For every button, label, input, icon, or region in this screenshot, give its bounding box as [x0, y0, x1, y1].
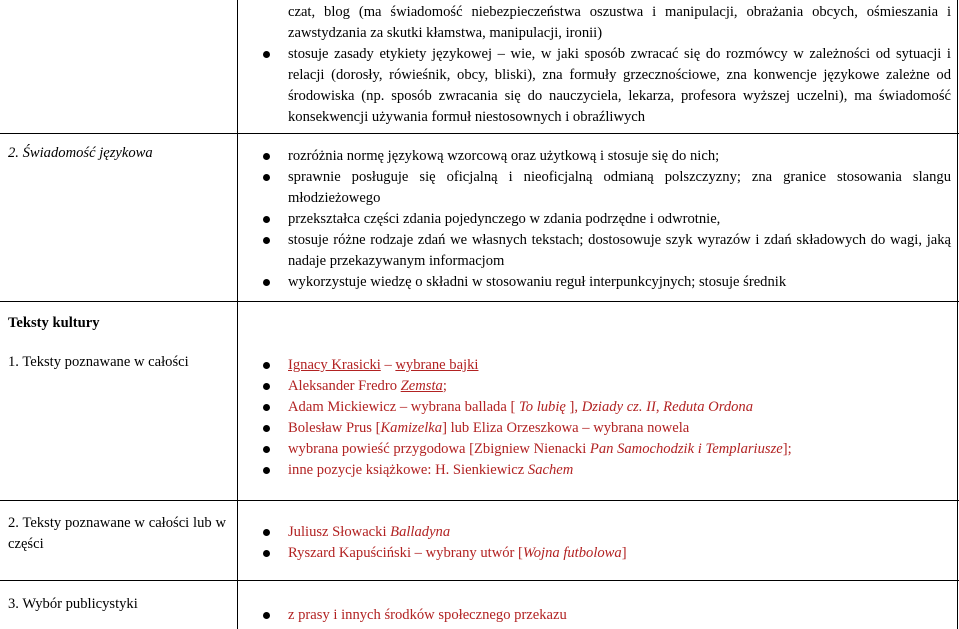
- etiquette-list: [263, 2, 951, 128]
- bullet-icon: [263, 153, 270, 160]
- bullet-icon: [263, 237, 270, 244]
- bullet-icon: [263, 279, 270, 286]
- bullet-icon: [263, 550, 270, 557]
- bullet-icon: [263, 425, 270, 432]
- bullet-icon: [263, 216, 270, 223]
- bullet-icon: [263, 51, 270, 58]
- row-divider: [0, 580, 959, 581]
- list-item: stosuje różne rodzaje zdań we własnych tekstach; dostosowuje szyk wyrazów i zdań składowych do wagi, jaką nadaje przekazywanym informacjom: [263, 230, 951, 272]
- teksty-calosc-list: [263, 355, 951, 481]
- table-border-right: [957, 0, 958, 629]
- list-item: stosuje zasady etykiety językowej – wie, w jaki sposób zwracać się do rozmówcy w zależności od sytuacji i relacji (dorosły, rówieśnik, obcy, bliski), zna formuły grzecznościowe, zna konwencje językowe zależne od środowiska (np. sposób zwracania się do nauczyciela, lekarza, profesora wyższej uczelni), ma świadomość konsekwencji używania formuł niestosownych i obraźliwych: [263, 44, 951, 128]
- row-divider: [0, 500, 959, 501]
- list-item: z prasy i innych środków społecznego przekazu: [263, 605, 951, 626]
- subsection-label-publicystyka: 3. Wybór publicystyki: [8, 596, 138, 612]
- list-item: przekształca części zdania pojedynczego w zdania podrzędne i odwrotnie,: [263, 209, 951, 230]
- section-heading-teksty-kultury: Teksty kultury: [8, 315, 100, 331]
- list-item: sprawnie posługuje się oficjalną i nieoficjalną odmianą polszczyzny; zna granice stosowania slangu młodzieżowego: [263, 167, 951, 209]
- bullet-icon: [263, 529, 270, 536]
- table-divider-left: [237, 0, 238, 500]
- list-item: rozróżnia normę językową wzorcową oraz użytkową i stosuje się do nich;: [263, 146, 951, 167]
- list-item: wykorzystuje wiedzę o składni w stosowaniu reguł interpunkcyjnych; stosuje średnik: [263, 272, 951, 293]
- list-item: Ryszard Kapuściński – wybrany utwór [Wojna futbolowa]: [263, 543, 951, 564]
- bullet-icon: [263, 612, 270, 619]
- bullet-icon: [263, 362, 270, 369]
- row-divider: [0, 133, 959, 134]
- bullet-icon: [263, 404, 270, 411]
- teksty-czesc-list: [263, 522, 951, 564]
- list-item: czat, blog (ma świadomość niebezpieczeństwa oszustwa i manipulacji, obrażania obcych, ośmieszania i zawstydzania za skutki kłamstwa, manipulacji, ironii): [288, 4, 951, 41]
- swiadomosc-list: [263, 146, 951, 293]
- list-item: wybrana powieść przygodowa [Zbigniew Nienacki Pan Samochodzik i Templariusze];: [263, 439, 951, 460]
- list-item: Juliusz Słowacki Balladyna: [263, 522, 951, 543]
- list-item: inne pozycje książkowe: H. Sienkiewicz Sachem: [263, 460, 951, 481]
- bullet-icon: [263, 174, 270, 181]
- row-divider: [0, 301, 959, 302]
- list-item: Adam Mickiewicz – wybrana ballada [ To lubię ], Dziady cz. II, Reduta Ordona: [263, 397, 951, 418]
- subsection-label-calosc-lub-czesc: 2. Teksty poznawane w całości lub w części: [8, 515, 226, 552]
- list-item: Ignacy Krasicki – wybrane bajki: [263, 355, 951, 376]
- list-item: Bolesław Prus [Kamizelka] lub Eliza Orzeszkowa – wybrana nowela: [263, 418, 951, 439]
- bullet-icon: [263, 383, 270, 390]
- table-divider-left-bottom: [237, 500, 238, 629]
- section-label-swiadomosc: 2. Świadomość językowa: [8, 145, 153, 161]
- publicystyka-list: [263, 605, 951, 626]
- bullet-icon: [263, 446, 270, 453]
- subsection-label-calosc: 1. Teksty poznawane w całości: [8, 354, 189, 370]
- bullet-icon: [263, 467, 270, 474]
- list-item: Aleksander Fredro Zemsta;: [263, 376, 951, 397]
